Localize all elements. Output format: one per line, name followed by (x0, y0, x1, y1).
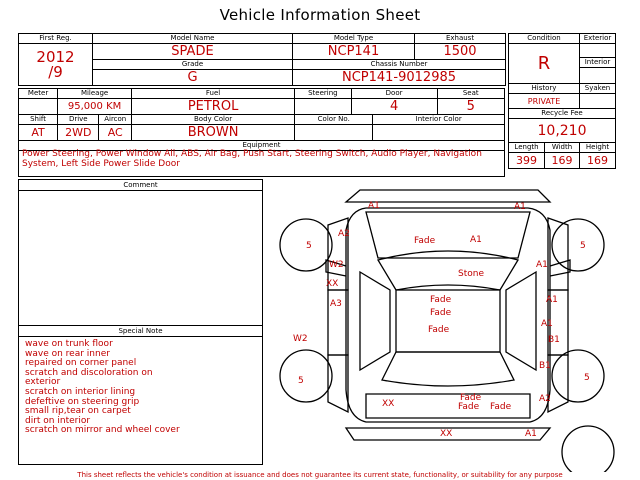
model-name-label: Model Name (93, 34, 293, 44)
recycle-fee-label: Recycle Fee (509, 109, 616, 119)
mark-bumper-a1: A1 (525, 429, 537, 439)
mark-roof-fade-1: Fade (430, 295, 452, 305)
mark-w2-left-front: W2 (329, 260, 344, 270)
spare-wheel (562, 426, 614, 472)
grade-value: G (93, 70, 293, 86)
windshield (378, 251, 518, 290)
grade-label: Grade (93, 60, 293, 70)
model-type-value: NCP141 (293, 44, 415, 60)
length-value: 399 (509, 153, 545, 169)
special-note-item: wave on rear inner (25, 348, 110, 359)
mileage-label: Mileage (58, 89, 132, 99)
equipment-label: Equipment (19, 141, 505, 151)
model-name-value: SPADE (93, 44, 293, 60)
mark-b1-right: B1 (548, 335, 560, 345)
mark-front-right-a1: A1 (514, 202, 526, 212)
chassis-number-value: NCP141-9012985 (293, 70, 506, 86)
condition-label: Condition (509, 34, 580, 44)
shift-label: Shift (19, 115, 58, 125)
mark-roof-fade-2: Fade (430, 308, 452, 318)
history-value: PRIVATE (509, 94, 580, 109)
height-value: 169 (580, 153, 616, 169)
interior-label: Interior (580, 58, 616, 68)
mark-hood-a2: A2 (338, 229, 350, 239)
mark-a1-right-door: A1 (546, 295, 558, 305)
page-title: Vehicle Information Sheet (219, 6, 421, 24)
first-reg-label: First Reg. (19, 34, 93, 44)
width-label: Width (545, 143, 580, 153)
special-note-item: scratch and discoloration on (25, 367, 153, 378)
mark-wheel-rl: 5 (298, 376, 304, 386)
mark-a1-right-door2: A1 (541, 319, 553, 329)
comment-label: Comment (19, 180, 262, 191)
color-no-label: Color No. (295, 115, 373, 125)
height-label: Height (580, 143, 616, 153)
body-color-label: Body Color (132, 115, 295, 125)
body-color-value: BROWN (132, 125, 295, 141)
mark-a1-right-fender: A1 (536, 260, 548, 270)
exhaust-value: 1500 (415, 44, 506, 60)
mark-xx-left: XX (326, 279, 339, 289)
color-no-value (295, 125, 373, 141)
mark-wheel-fr: 5 (580, 241, 586, 251)
special-note-item: exterior (25, 377, 61, 388)
car-condition-diagram (268, 180, 640, 472)
condition-value: R (509, 44, 580, 84)
fuel-value: PETROL (132, 99, 295, 115)
condition-table (508, 33, 616, 169)
chassis-number-label: Chassis Number (293, 60, 506, 70)
interior-value (580, 68, 616, 84)
aircon-label: Aircon (99, 115, 132, 125)
recycle-fee-value: 10,210 (509, 119, 616, 143)
special-note-item: wave on trunk floor (25, 339, 113, 349)
comment-value (19, 191, 262, 197)
mark-rear-fade-2: Fade (458, 402, 480, 412)
syaken-value (580, 94, 616, 109)
exterior-value (580, 44, 616, 58)
right-quarter (548, 355, 568, 412)
mark-b1-right2: B1 (539, 361, 551, 371)
special-note-list (19, 337, 262, 439)
left-window (360, 272, 390, 370)
model-type-label: Model Type (293, 34, 415, 44)
aircon-value: AC (99, 125, 132, 141)
wheel-rear-right (552, 350, 604, 402)
exhaust-label: Exhaust (415, 34, 506, 44)
interior-color-value (373, 125, 505, 141)
mark-front-left-a1: A1 (368, 201, 380, 211)
first-reg-year: 2012 (36, 47, 75, 66)
first-reg-cell (19, 44, 93, 86)
seat-value: 5 (437, 99, 504, 115)
door-value: 4 (351, 99, 437, 115)
seat-label: Seat (437, 89, 504, 99)
mark-roof-fade-3: Fade (428, 325, 450, 335)
mark-hood-a1: A1 (470, 235, 482, 245)
special-note-item: repaired on corner panel (25, 358, 137, 369)
wheel-rear-left (280, 350, 332, 402)
steering-label: Steering (295, 89, 352, 99)
mark-rear-fade-1: Fade (460, 393, 482, 403)
vehicle-info-table (18, 33, 506, 86)
mark-w2-left-rear: W2 (293, 334, 308, 344)
special-note-item: dirt on interior (25, 415, 91, 426)
mark-a2-rear-right: A2 (539, 394, 551, 404)
mark-bumper-xx: XX (440, 429, 453, 439)
length-label: Length (509, 143, 545, 153)
special-note-item: scratch on interior lining (25, 386, 136, 397)
mark-wheel-fl: 5 (306, 241, 312, 251)
history-label: History (509, 84, 580, 94)
special-note-item: defeftive on steering grip (25, 396, 140, 407)
door-label: Door (351, 89, 437, 99)
special-note-item: small rip,tear on carpet (25, 406, 131, 417)
disclaimer-footer: This sheet reflects the vehicle's condition at issuance and does not guarantee its current state, functionality, or suitability for any purpose (77, 471, 563, 479)
rear-window (382, 352, 514, 386)
special-note-box (18, 325, 263, 465)
drive-value: 2WD (58, 125, 99, 141)
meter-value (19, 99, 58, 115)
mark-wheel-rr: 5 (584, 373, 590, 383)
special-note-item: scratch on mirror and wheel cover (25, 425, 180, 436)
special-note-label: Special Note (19, 326, 262, 337)
interior-color-label: Interior Color (373, 115, 505, 125)
drive-label: Drive (58, 115, 99, 125)
right-window (506, 272, 536, 370)
mark-windshield-stone: Stone (458, 269, 484, 279)
steering-value (295, 99, 352, 115)
exterior-label: Exterior (580, 34, 616, 44)
first-reg-month: /9 (48, 62, 63, 81)
mark-rear-fade-3: Fade (490, 402, 512, 412)
syaken-label: Syaken (580, 84, 616, 94)
mark-rear-xx: XX (382, 399, 395, 409)
mark-hood-fade: Fade (414, 236, 436, 246)
mark-a3-left: A3 (330, 299, 342, 309)
meter-label: Meter (19, 89, 58, 99)
comment-box (18, 179, 263, 326)
fuel-label: Fuel (132, 89, 295, 99)
equipment-value: Power Steering, Power Window All, ABS, Air Bag, Push Start, Steering Switch, Audio Player, Navigation System, Left Side Power Slide Door (22, 149, 482, 169)
shift-value: AT (19, 125, 58, 141)
width-value: 169 (545, 153, 580, 169)
mileage-value: 95,000 KM (58, 99, 132, 115)
